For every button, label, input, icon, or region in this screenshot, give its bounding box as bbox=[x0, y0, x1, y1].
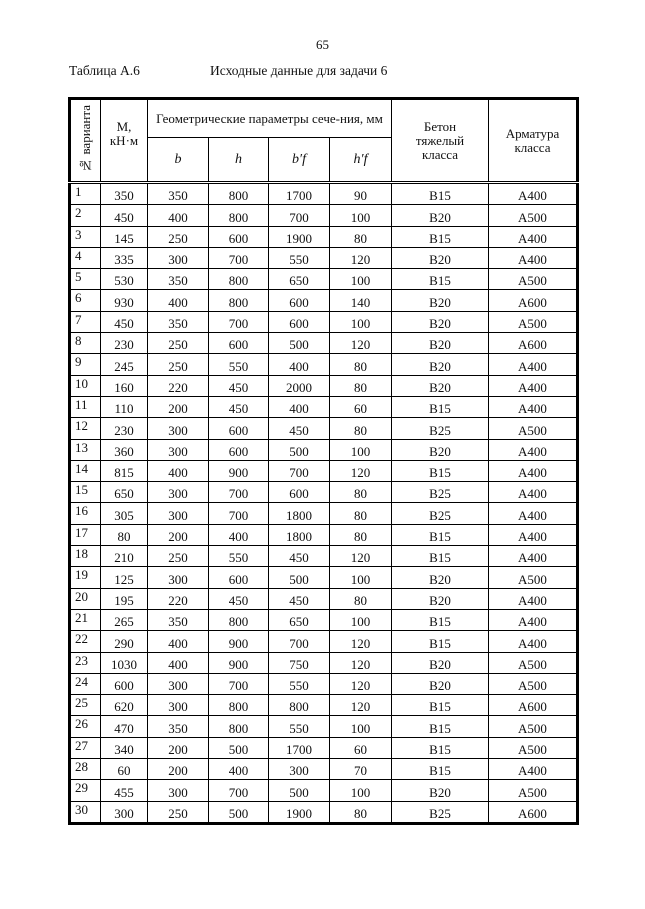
cell-bf: 1700 bbox=[269, 737, 330, 758]
cell-concrete: B15 bbox=[392, 737, 489, 758]
cell-variant: 28 bbox=[70, 759, 101, 780]
cell-h: 550 bbox=[209, 546, 269, 567]
cell-concrete: B15 bbox=[392, 695, 489, 716]
table-row bbox=[70, 609, 578, 630]
cell-variant: 4 bbox=[70, 247, 101, 268]
cell-h: 450 bbox=[209, 396, 269, 417]
cell-variant: 21 bbox=[70, 609, 101, 630]
cell-concrete: B15 bbox=[392, 524, 489, 545]
cell-hf: 80 bbox=[330, 524, 392, 545]
cell-hf: 60 bbox=[330, 396, 392, 417]
cell-rebar: A400 bbox=[489, 524, 578, 545]
cell-b: 250 bbox=[148, 801, 209, 823]
cell-hf: 80 bbox=[330, 482, 392, 503]
cell-hf: 100 bbox=[330, 780, 392, 801]
cell-bf: 500 bbox=[269, 780, 330, 801]
table-body bbox=[70, 183, 578, 824]
cell-bf: 1900 bbox=[269, 801, 330, 823]
cell-moment: 230 bbox=[101, 333, 148, 354]
cell-rebar: A500 bbox=[489, 652, 578, 673]
cell-moment: 1030 bbox=[101, 652, 148, 673]
cell-b: 300 bbox=[148, 695, 209, 716]
cell-variant: 10 bbox=[70, 375, 101, 396]
cell-moment: 125 bbox=[101, 567, 148, 588]
cell-h: 450 bbox=[209, 375, 269, 396]
cell-rebar: A400 bbox=[489, 759, 578, 780]
table-row bbox=[70, 375, 578, 396]
cell-hf: 80 bbox=[330, 503, 392, 524]
table-row bbox=[70, 524, 578, 545]
cell-rebar: A400 bbox=[489, 183, 578, 205]
header-variant bbox=[70, 99, 101, 183]
table-row bbox=[70, 205, 578, 226]
cell-hf: 120 bbox=[330, 247, 392, 268]
cell-moment: 305 bbox=[101, 503, 148, 524]
cell-b: 200 bbox=[148, 759, 209, 780]
cell-bf: 800 bbox=[269, 695, 330, 716]
cell-b: 300 bbox=[148, 247, 209, 268]
cell-hf: 120 bbox=[330, 546, 392, 567]
cell-concrete: B25 bbox=[392, 801, 489, 823]
cell-variant: 26 bbox=[70, 716, 101, 737]
cell-rebar: A500 bbox=[489, 780, 578, 801]
cell-b: 300 bbox=[148, 780, 209, 801]
cell-moment: 470 bbox=[101, 716, 148, 737]
cell-variant: 7 bbox=[70, 311, 101, 332]
header-variant-text: № варианта bbox=[77, 105, 93, 173]
table-row bbox=[70, 759, 578, 780]
cell-rebar: A500 bbox=[489, 716, 578, 737]
cell-concrete: B20 bbox=[392, 290, 489, 311]
cell-bf: 2000 bbox=[269, 375, 330, 396]
cell-h: 800 bbox=[209, 269, 269, 290]
header-geometry: Геометрические параметры сече-ния, мм bbox=[148, 99, 392, 138]
cell-hf: 80 bbox=[330, 418, 392, 439]
cell-moment: 160 bbox=[101, 375, 148, 396]
cell-hf: 140 bbox=[330, 290, 392, 311]
cell-rebar: A400 bbox=[489, 503, 578, 524]
table-row bbox=[70, 673, 578, 694]
cell-bf: 650 bbox=[269, 609, 330, 630]
cell-b: 300 bbox=[148, 418, 209, 439]
cell-concrete: B15 bbox=[392, 609, 489, 630]
cell-concrete: B15 bbox=[392, 546, 489, 567]
cell-concrete: B20 bbox=[392, 205, 489, 226]
table-row bbox=[70, 652, 578, 673]
header-hf: h′f bbox=[330, 138, 392, 183]
cell-rebar: A600 bbox=[489, 333, 578, 354]
cell-moment: 930 bbox=[101, 290, 148, 311]
cell-bf: 450 bbox=[269, 418, 330, 439]
cell-h: 900 bbox=[209, 631, 269, 652]
cell-b: 400 bbox=[148, 460, 209, 481]
cell-rebar: A400 bbox=[489, 226, 578, 247]
cell-bf: 1800 bbox=[269, 524, 330, 545]
cell-concrete: B15 bbox=[392, 396, 489, 417]
table-row bbox=[70, 396, 578, 417]
cell-concrete: B15 bbox=[392, 631, 489, 652]
cell-concrete: B20 bbox=[392, 375, 489, 396]
cell-rebar: A400 bbox=[489, 247, 578, 268]
cell-b: 250 bbox=[148, 546, 209, 567]
cell-h: 900 bbox=[209, 652, 269, 673]
header-rebar: Арматура класса bbox=[489, 99, 578, 183]
cell-concrete: B20 bbox=[392, 354, 489, 375]
table-row bbox=[70, 439, 578, 460]
source-data-table bbox=[68, 97, 579, 825]
cell-hf: 60 bbox=[330, 737, 392, 758]
cell-bf: 700 bbox=[269, 460, 330, 481]
cell-bf: 1700 bbox=[269, 183, 330, 205]
cell-rebar: A600 bbox=[489, 290, 578, 311]
cell-h: 600 bbox=[209, 439, 269, 460]
cell-b: 400 bbox=[148, 290, 209, 311]
cell-concrete: B15 bbox=[392, 226, 489, 247]
cell-moment: 530 bbox=[101, 269, 148, 290]
cell-concrete: B20 bbox=[392, 588, 489, 609]
table-row bbox=[70, 226, 578, 247]
cell-rebar: A400 bbox=[489, 609, 578, 630]
cell-concrete: B15 bbox=[392, 460, 489, 481]
table-row bbox=[70, 333, 578, 354]
cell-bf: 700 bbox=[269, 205, 330, 226]
cell-hf: 80 bbox=[330, 375, 392, 396]
cell-moment: 265 bbox=[101, 609, 148, 630]
cell-b: 300 bbox=[148, 503, 209, 524]
cell-concrete: B25 bbox=[392, 418, 489, 439]
table-row bbox=[70, 503, 578, 524]
table-row bbox=[70, 354, 578, 375]
table-row bbox=[70, 780, 578, 801]
header-moment-line2: кН·м bbox=[109, 133, 139, 148]
cell-bf: 650 bbox=[269, 269, 330, 290]
cell-b: 400 bbox=[148, 205, 209, 226]
table-row bbox=[70, 311, 578, 332]
cell-b: 250 bbox=[148, 333, 209, 354]
cell-moment: 815 bbox=[101, 460, 148, 481]
table-row bbox=[70, 482, 578, 503]
cell-concrete: B20 bbox=[392, 311, 489, 332]
cell-h: 700 bbox=[209, 482, 269, 503]
cell-moment: 455 bbox=[101, 780, 148, 801]
cell-h: 600 bbox=[209, 226, 269, 247]
cell-bf: 500 bbox=[269, 333, 330, 354]
cell-bf: 450 bbox=[269, 588, 330, 609]
cell-b: 350 bbox=[148, 183, 209, 205]
cell-variant: 17 bbox=[70, 524, 101, 545]
cell-moment: 110 bbox=[101, 396, 148, 417]
cell-variant: 8 bbox=[70, 333, 101, 354]
cell-hf: 100 bbox=[330, 567, 392, 588]
cell-variant: 6 bbox=[70, 290, 101, 311]
table-row bbox=[70, 546, 578, 567]
cell-h: 600 bbox=[209, 567, 269, 588]
cell-rebar: A500 bbox=[489, 673, 578, 694]
cell-h: 800 bbox=[209, 695, 269, 716]
cell-bf: 500 bbox=[269, 567, 330, 588]
cell-b: 250 bbox=[148, 226, 209, 247]
cell-h: 450 bbox=[209, 588, 269, 609]
cell-h: 800 bbox=[209, 716, 269, 737]
cell-variant: 22 bbox=[70, 631, 101, 652]
cell-concrete: B25 bbox=[392, 503, 489, 524]
cell-bf: 600 bbox=[269, 482, 330, 503]
cell-hf: 120 bbox=[330, 673, 392, 694]
cell-moment: 195 bbox=[101, 588, 148, 609]
cell-rebar: A500 bbox=[489, 269, 578, 290]
header-bf: b′f bbox=[269, 138, 330, 183]
cell-concrete: B20 bbox=[392, 673, 489, 694]
cell-moment: 350 bbox=[101, 183, 148, 205]
cell-rebar: A600 bbox=[489, 695, 578, 716]
cell-b: 350 bbox=[148, 311, 209, 332]
cell-variant: 30 bbox=[70, 801, 101, 823]
cell-h: 800 bbox=[209, 290, 269, 311]
cell-variant: 18 bbox=[70, 546, 101, 567]
cell-moment: 300 bbox=[101, 801, 148, 823]
cell-bf: 550 bbox=[269, 673, 330, 694]
cell-moment: 145 bbox=[101, 226, 148, 247]
cell-hf: 80 bbox=[330, 588, 392, 609]
cell-bf: 1900 bbox=[269, 226, 330, 247]
cell-variant: 11 bbox=[70, 396, 101, 417]
cell-h: 800 bbox=[209, 183, 269, 205]
table-row bbox=[70, 737, 578, 758]
table-row bbox=[70, 290, 578, 311]
cell-bf: 600 bbox=[269, 311, 330, 332]
cell-hf: 120 bbox=[330, 333, 392, 354]
table-row bbox=[70, 716, 578, 737]
cell-moment: 340 bbox=[101, 737, 148, 758]
cell-rebar: A500 bbox=[489, 737, 578, 758]
header-moment-line1: М, bbox=[116, 119, 132, 134]
table-label: Таблица А.6 bbox=[69, 63, 140, 78]
cell-h: 700 bbox=[209, 780, 269, 801]
cell-moment: 60 bbox=[101, 759, 148, 780]
cell-variant: 23 bbox=[70, 652, 101, 673]
cell-h: 600 bbox=[209, 418, 269, 439]
cell-variant: 14 bbox=[70, 460, 101, 481]
cell-moment: 230 bbox=[101, 418, 148, 439]
cell-bf: 550 bbox=[269, 716, 330, 737]
cell-rebar: A400 bbox=[489, 631, 578, 652]
cell-bf: 400 bbox=[269, 396, 330, 417]
cell-rebar: A400 bbox=[489, 354, 578, 375]
cell-variant: 3 bbox=[70, 226, 101, 247]
cell-b: 300 bbox=[148, 673, 209, 694]
cell-variant: 16 bbox=[70, 503, 101, 524]
cell-variant: 9 bbox=[70, 354, 101, 375]
cell-concrete: B20 bbox=[392, 333, 489, 354]
cell-bf: 600 bbox=[269, 290, 330, 311]
cell-variant: 1 bbox=[70, 183, 101, 205]
table-row bbox=[70, 183, 578, 205]
cell-moment: 450 bbox=[101, 311, 148, 332]
cell-h: 900 bbox=[209, 460, 269, 481]
cell-b: 350 bbox=[148, 716, 209, 737]
cell-h: 500 bbox=[209, 801, 269, 823]
cell-rebar: A400 bbox=[489, 482, 578, 503]
cell-concrete: B15 bbox=[392, 269, 489, 290]
cell-h: 400 bbox=[209, 524, 269, 545]
cell-hf: 120 bbox=[330, 460, 392, 481]
cell-hf: 120 bbox=[330, 652, 392, 673]
cell-rebar: A500 bbox=[489, 311, 578, 332]
cell-moment: 650 bbox=[101, 482, 148, 503]
cell-bf: 550 bbox=[269, 247, 330, 268]
cell-bf: 750 bbox=[269, 652, 330, 673]
cell-concrete: B15 bbox=[392, 183, 489, 205]
cell-hf: 100 bbox=[330, 205, 392, 226]
cell-h: 800 bbox=[209, 609, 269, 630]
cell-moment: 450 bbox=[101, 205, 148, 226]
cell-variant: 20 bbox=[70, 588, 101, 609]
cell-variant: 29 bbox=[70, 780, 101, 801]
cell-concrete: B15 bbox=[392, 716, 489, 737]
cell-b: 400 bbox=[148, 631, 209, 652]
cell-moment: 360 bbox=[101, 439, 148, 460]
cell-b: 200 bbox=[148, 524, 209, 545]
cell-b: 220 bbox=[148, 375, 209, 396]
cell-variant: 13 bbox=[70, 439, 101, 460]
cell-hf: 70 bbox=[330, 759, 392, 780]
cell-moment: 620 bbox=[101, 695, 148, 716]
cell-b: 200 bbox=[148, 396, 209, 417]
cell-hf: 90 bbox=[330, 183, 392, 205]
cell-moment: 245 bbox=[101, 354, 148, 375]
cell-moment: 600 bbox=[101, 673, 148, 694]
cell-b: 350 bbox=[148, 609, 209, 630]
cell-bf: 1800 bbox=[269, 503, 330, 524]
cell-b: 300 bbox=[148, 482, 209, 503]
cell-h: 700 bbox=[209, 247, 269, 268]
cell-hf: 100 bbox=[330, 716, 392, 737]
cell-concrete: B20 bbox=[392, 780, 489, 801]
header-h: h bbox=[209, 138, 269, 183]
cell-bf: 450 bbox=[269, 546, 330, 567]
cell-h: 600 bbox=[209, 333, 269, 354]
cell-h: 500 bbox=[209, 737, 269, 758]
cell-hf: 80 bbox=[330, 801, 392, 823]
cell-bf: 500 bbox=[269, 439, 330, 460]
cell-hf: 100 bbox=[330, 439, 392, 460]
cell-h: 400 bbox=[209, 759, 269, 780]
cell-concrete: B20 bbox=[392, 247, 489, 268]
cell-bf: 300 bbox=[269, 759, 330, 780]
cell-h: 550 bbox=[209, 354, 269, 375]
cell-moment: 290 bbox=[101, 631, 148, 652]
cell-rebar: A500 bbox=[489, 205, 578, 226]
cell-hf: 120 bbox=[330, 695, 392, 716]
cell-variant: 24 bbox=[70, 673, 101, 694]
cell-rebar: A400 bbox=[489, 375, 578, 396]
cell-rebar: A500 bbox=[489, 418, 578, 439]
cell-h: 700 bbox=[209, 311, 269, 332]
table-row bbox=[70, 269, 578, 290]
cell-rebar: A600 bbox=[489, 801, 578, 823]
cell-hf: 80 bbox=[330, 354, 392, 375]
cell-bf: 400 bbox=[269, 354, 330, 375]
table-row bbox=[70, 418, 578, 439]
cell-concrete: B20 bbox=[392, 567, 489, 588]
header-b: b bbox=[148, 138, 209, 183]
cell-hf: 100 bbox=[330, 269, 392, 290]
header-moment bbox=[101, 99, 148, 183]
cell-variant: 12 bbox=[70, 418, 101, 439]
cell-rebar: A400 bbox=[489, 396, 578, 417]
cell-variant: 15 bbox=[70, 482, 101, 503]
table-row bbox=[70, 801, 578, 823]
cell-concrete: B20 bbox=[392, 652, 489, 673]
cell-hf: 100 bbox=[330, 311, 392, 332]
cell-concrete: B20 bbox=[392, 439, 489, 460]
cell-b: 300 bbox=[148, 567, 209, 588]
cell-concrete: B25 bbox=[392, 482, 489, 503]
cell-b: 350 bbox=[148, 269, 209, 290]
cell-variant: 25 bbox=[70, 695, 101, 716]
cell-moment: 210 bbox=[101, 546, 148, 567]
cell-h: 700 bbox=[209, 673, 269, 694]
cell-rebar: A400 bbox=[489, 588, 578, 609]
header-concrete: Бетон тяжелый класса bbox=[392, 99, 489, 183]
cell-rebar: A400 bbox=[489, 460, 578, 481]
cell-variant: 27 bbox=[70, 737, 101, 758]
cell-bf: 700 bbox=[269, 631, 330, 652]
table-title: Исходные данные для задачи 6 bbox=[210, 63, 388, 78]
cell-b: 200 bbox=[148, 737, 209, 758]
page-number: 65 bbox=[316, 37, 329, 52]
cell-b: 220 bbox=[148, 588, 209, 609]
cell-h: 700 bbox=[209, 503, 269, 524]
cell-variant: 5 bbox=[70, 269, 101, 290]
cell-variant: 2 bbox=[70, 205, 101, 226]
cell-concrete: B15 bbox=[392, 759, 489, 780]
cell-rebar: A400 bbox=[489, 546, 578, 567]
cell-rebar: A500 bbox=[489, 567, 578, 588]
cell-b: 300 bbox=[148, 439, 209, 460]
table-row bbox=[70, 247, 578, 268]
cell-rebar: A400 bbox=[489, 439, 578, 460]
cell-b: 250 bbox=[148, 354, 209, 375]
cell-hf: 120 bbox=[330, 631, 392, 652]
cell-hf: 80 bbox=[330, 226, 392, 247]
table-row bbox=[70, 567, 578, 588]
cell-b: 400 bbox=[148, 652, 209, 673]
cell-hf: 100 bbox=[330, 609, 392, 630]
table-row bbox=[70, 460, 578, 481]
cell-moment: 80 bbox=[101, 524, 148, 545]
cell-variant: 19 bbox=[70, 567, 101, 588]
cell-h: 800 bbox=[209, 205, 269, 226]
table-row bbox=[70, 588, 578, 609]
cell-moment: 335 bbox=[101, 247, 148, 268]
table-row bbox=[70, 631, 578, 652]
table-row bbox=[70, 695, 578, 716]
